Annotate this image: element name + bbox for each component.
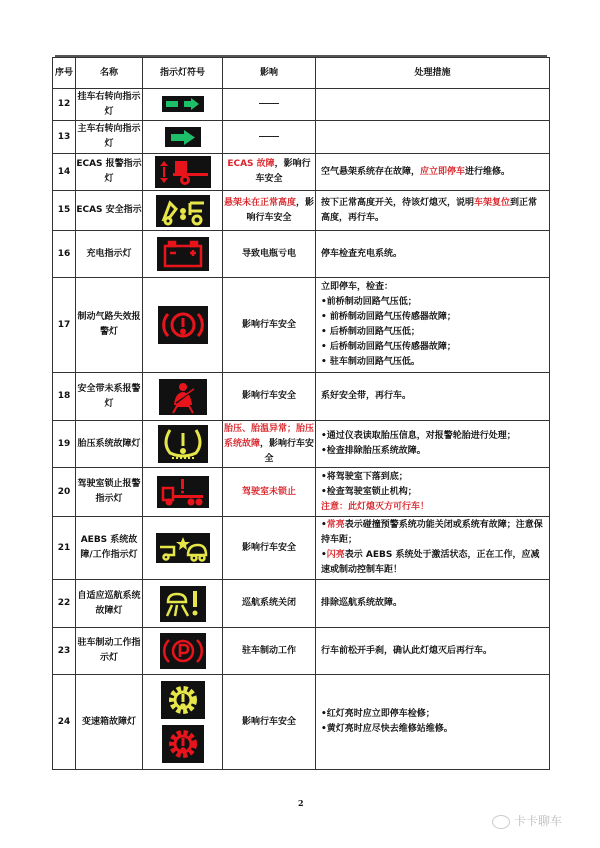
lamp-name: 安全带未系报警灯 [76,373,143,421]
measure-cell: •通过仪表读取胎压信息，对报警轮胎进行处理； •检查排除胎压系统故障。 [316,421,550,468]
lamp-name: 变速箱故障灯 [76,675,143,770]
col-header-effect: 影响 [223,58,316,89]
indicator-lamp-table [52,57,550,770]
col-header-no: 序号 [53,58,76,89]
measure-cell: •常亮表示碰撞预警系统功能关闭或系统有故障；注意保持车距； •闪亮表示 AEBS 系统处于激活状态，正在工作，应减速或制动控制车距！ [316,517,550,580]
lamp-name: 驾驶室锁止报警指示灯 [76,468,143,517]
table-row [53,231,550,278]
row-number: 23 [53,628,76,675]
row-number: 13 [53,121,76,154]
col-header-measure: 处理措施 [316,58,550,89]
measure-cell: 空气悬架系统存在故障，应立即停车进行维修。 [316,154,550,191]
ecas-warning-truck-icon [155,156,211,188]
measure-cell [316,89,550,121]
no-effect-dash [259,103,279,104]
effect-cell: 驻车制动工作 [223,628,316,675]
table-row [53,468,550,517]
measure-cell: 停车检查充电系统。 [316,231,550,278]
table-row [53,121,550,154]
effect-cell: 影响行车安全 [223,373,316,421]
row-number: 12 [53,89,76,121]
measure-cell: 按下正常高度开关，待该灯熄灭，说明车架复位到正常高度，再行车。 [316,191,550,231]
page-number: 2 [298,798,304,808]
measure-cell: 系好安全带，再行车。 [316,373,550,421]
lamp-name: 驻车制动工作指示灯 [76,628,143,675]
measure-cell [316,121,550,154]
measure-cell: 行车前松开手刹，确认此灯熄灭后再行车。 [316,628,550,675]
table-row [53,191,550,231]
effect-cell: 影响行车安全 [223,278,316,373]
effect-cell: 巡航系统关闭 [223,580,316,628]
col-header-icon: 指示灯符号 [143,58,223,89]
watermark: 卡卡聊车 [492,812,562,829]
table-row [53,580,550,628]
tractor-right-turn-arrow-icon [165,127,201,147]
effect-cell: 驾驶室未锁止 [223,468,316,517]
effect-cell: 胎压、胎温异常；胎压系统故障，影响行车安全 [223,421,316,468]
row-number: 15 [53,191,76,231]
lamp-name: ECAS 安全指示 [76,191,143,231]
measure-cell: 立即停车，检查： •前桥制动回路气压低； • 前桥制动回路气压传感器故障； • 后桥制动回路气压低； • 后桥制动回路气压传感器故障； • 驻车制动回路气压低。 [316,278,550,373]
row-number: 20 [53,468,76,517]
lamp-name: 胎压系统故障灯 [76,421,143,468]
wechat-icon [492,815,510,829]
trailer-right-turn-arrows-icon [162,96,204,112]
lamp-name: 充电指示灯 [76,231,143,278]
measure-cell: •将驾驶室下落到底； •检查驾驶室锁止机构； 注意：此灯熄灭方可行车！ [316,468,550,517]
no-effect-dash [259,136,279,137]
col-header-name: 名称 [76,58,143,89]
lamp-name: AEBS 系统故障/工作指示灯 [76,517,143,580]
lamp-name: 自适应巡航系统故障灯 [76,580,143,628]
gearbox-fault-red-icon [162,725,204,763]
table-row [53,628,550,675]
effect-cell: 影响行车安全 [223,675,316,770]
table-row [53,517,550,580]
aebs-collision-icon [156,533,210,563]
table-row [53,675,550,770]
brake-air-failure-icon [158,306,208,344]
effect-cell: ECAS 故障，影响行车安全 [223,154,316,191]
row-number: 21 [53,517,76,580]
tire-pressure-icon [158,425,208,463]
effect-cell: 影响行车安全 [223,517,316,580]
effect-cell: 导致电瓶亏电 [223,231,316,278]
row-number: 16 [53,231,76,278]
row-number: 18 [53,373,76,421]
row-number: 17 [53,278,76,373]
lamp-name: 制动气路失效报警灯 [76,278,143,373]
lamp-name: 挂车右转向指示灯 [76,89,143,121]
parking-brake-icon [160,633,206,669]
row-number: 24 [53,675,76,770]
ecas-safety-suspension-icon [156,195,210,227]
table-row [53,278,550,373]
acc-fault-icon [160,586,206,622]
measure-cell: •红灯亮时应立即停车检修； •黄灯亮时应尽快去维修站维修。 [316,675,550,770]
measure-cell: 排除巡航系统故障。 [316,580,550,628]
seatbelt-icon [159,379,207,415]
row-number: 14 [53,154,76,191]
lamp-name: ECAS 报警指示灯 [76,154,143,191]
battery-charge-icon [157,237,209,271]
lamp-name: 主车右转向指示灯 [76,121,143,154]
gearbox-fault-yellow-icon [161,681,205,719]
row-number: 19 [53,421,76,468]
effect-cell: 悬架未在正常高度，影响行车安全 [223,191,316,231]
table-row [53,373,550,421]
row-number: 22 [53,580,76,628]
table-header-row [53,58,550,89]
table-row [53,154,550,191]
table-row [53,421,550,468]
table-row [53,89,550,121]
cab-lock-warning-icon [157,476,209,508]
